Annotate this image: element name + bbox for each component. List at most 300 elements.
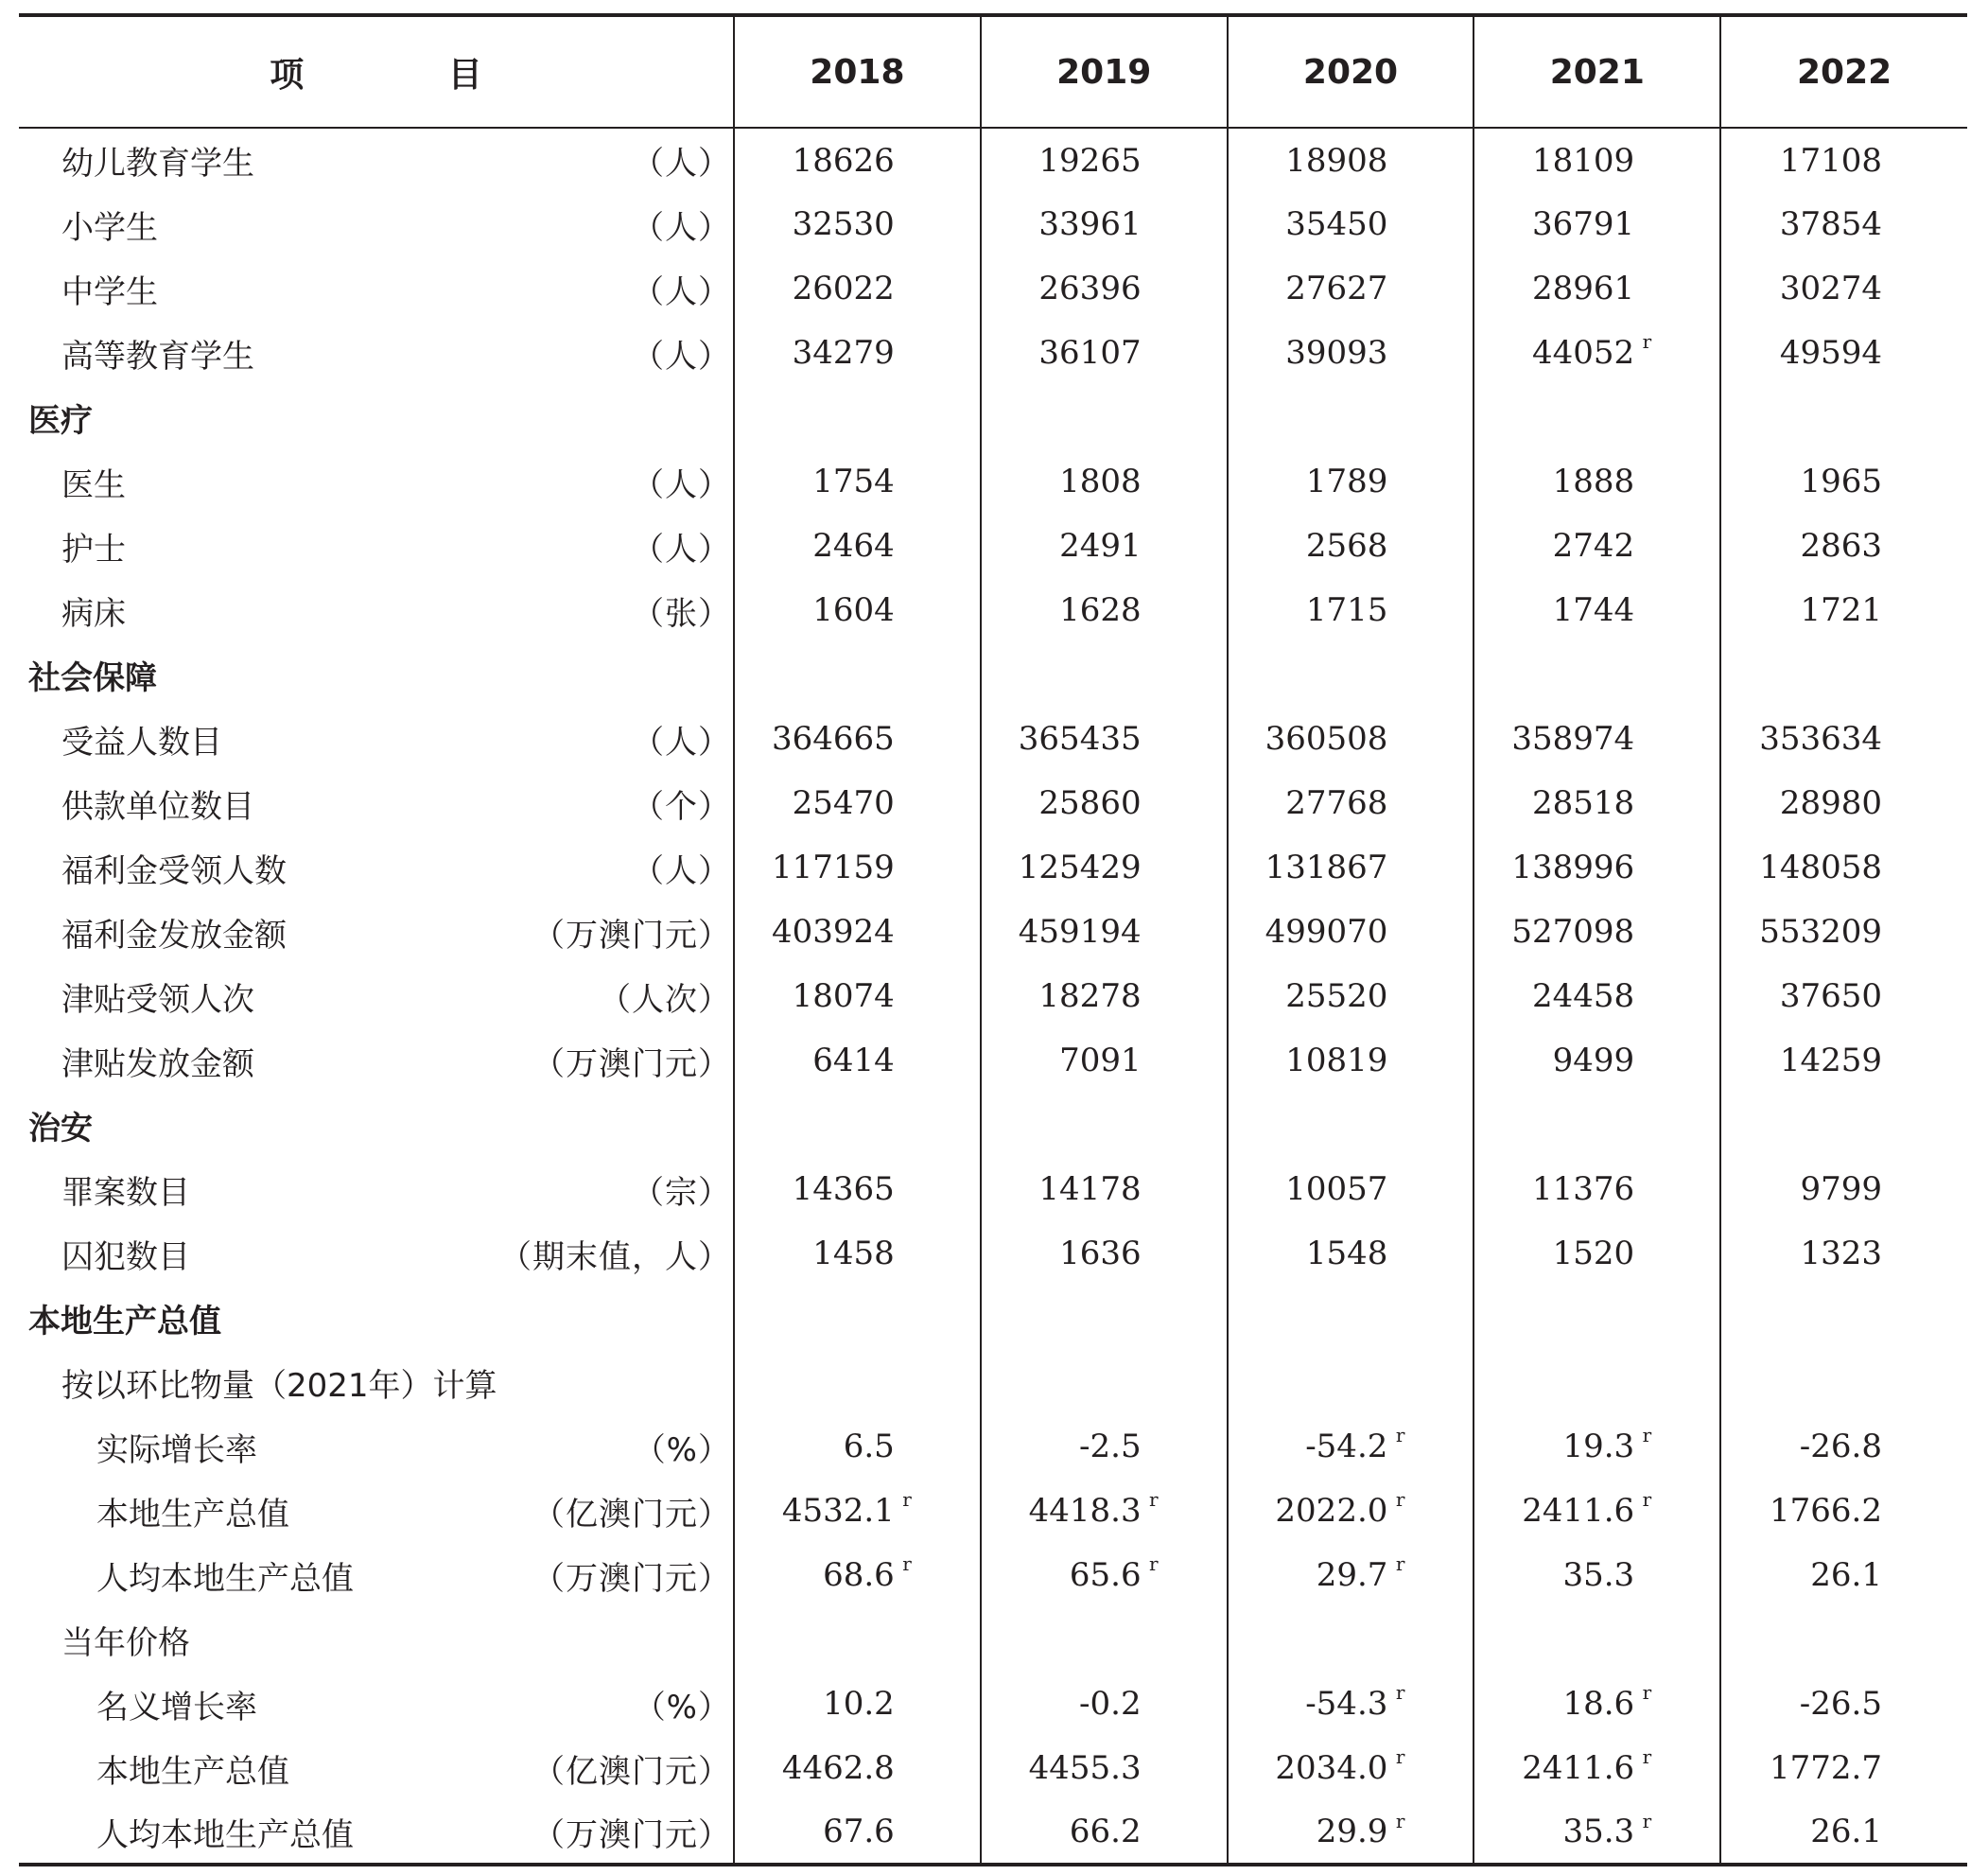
item-cell xyxy=(19,1607,734,1672)
unit-label: （人） xyxy=(632,851,731,890)
value-cell xyxy=(1228,1479,1474,1543)
value-text: 553209 xyxy=(1759,913,1882,951)
value-cell xyxy=(1228,1736,1474,1800)
value-cell xyxy=(981,578,1228,642)
value-cell xyxy=(1720,707,1967,771)
row-label: 津贴受领人次 xyxy=(61,980,254,1019)
row-label: 当年价格 xyxy=(61,1623,190,1662)
value-text: 459194 xyxy=(1018,913,1142,951)
item-wrapper xyxy=(19,716,733,762)
value-cell xyxy=(1474,128,1720,192)
value-text: 26022 xyxy=(792,270,895,307)
value-text: 65.6 xyxy=(1069,1556,1142,1594)
table-row xyxy=(19,1479,1967,1543)
value-cell xyxy=(734,964,981,1028)
unit-label: （人） xyxy=(632,723,731,762)
value-cell xyxy=(734,1093,981,1157)
value-cell xyxy=(1474,1607,1720,1672)
value-text: 26.1 xyxy=(1810,1813,1882,1850)
unit-label: （人） xyxy=(632,145,731,183)
value-text: 10057 xyxy=(1285,1170,1388,1208)
value-cell xyxy=(1720,900,1967,964)
value-text: 36107 xyxy=(1038,334,1142,372)
value-cell xyxy=(1228,771,1474,835)
value-cell xyxy=(734,1672,981,1736)
value-cell xyxy=(734,642,981,707)
revised-mark: r xyxy=(1149,1488,1159,1511)
value-cell xyxy=(1720,321,1967,385)
unit-label: （个） xyxy=(632,787,731,826)
value-text: 1772.7 xyxy=(1770,1749,1882,1787)
value-cell xyxy=(734,1221,981,1286)
value-text: 44052 xyxy=(1532,334,1635,372)
unit-label: （万澳门元） xyxy=(532,1815,731,1854)
value-text: -26.5 xyxy=(1799,1685,1882,1723)
value-text: 1721 xyxy=(1800,591,1882,629)
value-cell xyxy=(1720,514,1967,578)
table-row xyxy=(19,1157,1967,1221)
value-text: 32530 xyxy=(792,205,895,243)
table-row xyxy=(19,835,1967,900)
statistics-table xyxy=(19,13,1967,1866)
item-cell xyxy=(19,1028,734,1093)
value-text: 24458 xyxy=(1532,977,1635,1015)
section-label: 本地生产总值 xyxy=(28,1302,221,1341)
item-wrapper xyxy=(19,909,733,955)
value-cell xyxy=(1720,1607,1967,1672)
table-row xyxy=(19,1800,1967,1865)
value-cell xyxy=(734,707,981,771)
value-cell xyxy=(1228,1414,1474,1479)
value-cell xyxy=(981,385,1228,449)
item-wrapper xyxy=(19,1424,733,1470)
value-text: 125429 xyxy=(1018,849,1142,886)
unit-label: （人次） xyxy=(599,980,731,1019)
table-row xyxy=(19,1221,1967,1286)
table-row xyxy=(19,1607,1967,1672)
year-column-header: 2020 xyxy=(1228,15,1474,128)
value-cell xyxy=(981,964,1228,1028)
table-row xyxy=(19,192,1967,256)
value-cell xyxy=(981,321,1228,385)
value-cell xyxy=(1474,1093,1720,1157)
value-cell xyxy=(981,642,1228,707)
value-text: 30274 xyxy=(1779,270,1882,307)
value-cell xyxy=(1228,1672,1474,1736)
value-cell xyxy=(1474,1736,1720,1800)
value-cell xyxy=(734,321,981,385)
value-cell xyxy=(734,1157,981,1221)
value-cell xyxy=(981,1672,1228,1736)
item-wrapper xyxy=(19,1038,733,1084)
value-cell xyxy=(981,1543,1228,1607)
table-row xyxy=(19,514,1967,578)
value-text: 34279 xyxy=(792,334,895,372)
value-cell xyxy=(734,578,981,642)
value-text: 2411.6 xyxy=(1522,1492,1635,1530)
unit-label: （张） xyxy=(632,594,731,633)
row-label: 津贴发放金额 xyxy=(61,1044,254,1083)
item-wrapper xyxy=(19,394,733,441)
value-cell xyxy=(1720,449,1967,514)
value-cell xyxy=(1228,514,1474,578)
value-text: 19265 xyxy=(1038,141,1142,180)
table-row xyxy=(19,578,1967,642)
value-cell xyxy=(1720,1157,1967,1221)
row-label: 名义增长率 xyxy=(96,1688,257,1726)
value-text: 26396 xyxy=(1038,270,1142,307)
revised-mark: r xyxy=(1642,1488,1652,1511)
value-cell xyxy=(1228,1157,1474,1221)
value-cell xyxy=(1720,642,1967,707)
value-text: 18626 xyxy=(792,141,895,180)
revised-mark: r xyxy=(902,1552,912,1575)
value-cell xyxy=(1720,128,1967,192)
value-text: 7091 xyxy=(1059,1042,1142,1079)
value-cell xyxy=(981,1350,1228,1414)
table-row xyxy=(19,1672,1967,1736)
value-text: 2464 xyxy=(812,527,895,565)
value-text: 28518 xyxy=(1532,784,1635,822)
revised-mark: r xyxy=(1395,1552,1405,1575)
value-cell xyxy=(981,1286,1228,1350)
item-cell xyxy=(19,642,734,707)
value-cell xyxy=(1228,192,1474,256)
value-text: 29.9 xyxy=(1316,1813,1388,1850)
row-label: 本地生产总值 xyxy=(96,1495,289,1533)
value-text: 403924 xyxy=(772,913,895,951)
item-cell xyxy=(19,128,734,192)
value-cell xyxy=(1720,1736,1967,1800)
value-text: 353634 xyxy=(1759,720,1882,758)
value-cell xyxy=(1474,449,1720,514)
unit-label: （人） xyxy=(632,337,731,376)
table-body xyxy=(19,128,1967,1865)
value-cell xyxy=(1474,192,1720,256)
value-cell xyxy=(981,707,1228,771)
value-cell xyxy=(734,1543,981,1607)
revised-mark: r xyxy=(1395,1424,1405,1446)
value-text: 4455.3 xyxy=(1028,1749,1142,1787)
row-label: 中学生 xyxy=(61,272,158,311)
value-text: -0.2 xyxy=(1079,1685,1142,1723)
item-cell xyxy=(19,1479,734,1543)
unit-label: （人） xyxy=(632,208,731,247)
value-cell xyxy=(981,900,1228,964)
value-cell xyxy=(734,1350,981,1414)
item-cell xyxy=(19,1800,734,1865)
value-cell xyxy=(1228,1028,1474,1093)
item-cell xyxy=(19,964,734,1028)
value-cell xyxy=(981,1479,1228,1543)
item-cell xyxy=(19,1350,734,1414)
value-cell xyxy=(1474,707,1720,771)
section-label: 社会保障 xyxy=(28,658,157,697)
value-cell xyxy=(981,1736,1228,1800)
value-cell xyxy=(1228,1350,1474,1414)
value-text: 2742 xyxy=(1552,527,1635,565)
value-cell xyxy=(981,514,1228,578)
value-cell xyxy=(1474,321,1720,385)
value-text: 37854 xyxy=(1779,205,1882,243)
item-cell xyxy=(19,1157,734,1221)
value-text: -54.2 xyxy=(1305,1428,1388,1465)
item-wrapper xyxy=(19,973,733,1020)
value-text: 1520 xyxy=(1552,1235,1635,1272)
value-cell xyxy=(1720,385,1967,449)
unit-label: （期末值，人） xyxy=(499,1237,731,1276)
value-text: 131867 xyxy=(1264,849,1388,886)
value-cell xyxy=(734,1479,981,1543)
item-cell xyxy=(19,1286,734,1350)
value-cell xyxy=(1228,385,1474,449)
row-label: 小学生 xyxy=(61,208,158,247)
table-row xyxy=(19,900,1967,964)
unit-label: （宗） xyxy=(632,1173,731,1212)
item-wrapper xyxy=(19,523,733,570)
revised-mark: r xyxy=(1395,1810,1405,1832)
value-cell xyxy=(1228,128,1474,192)
value-text: 4532.1 xyxy=(781,1492,895,1530)
value-cell xyxy=(981,1093,1228,1157)
value-cell xyxy=(734,514,981,578)
item-cell xyxy=(19,578,734,642)
value-text: 10.2 xyxy=(823,1685,895,1723)
unit-label: （人） xyxy=(632,465,731,504)
value-cell xyxy=(1474,578,1720,642)
value-text: 1744 xyxy=(1552,591,1635,629)
value-cell xyxy=(1228,578,1474,642)
item-wrapper xyxy=(19,1681,733,1727)
value-text: -54.3 xyxy=(1305,1685,1388,1723)
value-cell xyxy=(981,1157,1228,1221)
value-text: 1636 xyxy=(1059,1235,1142,1272)
item-cell xyxy=(19,1543,734,1607)
value-text: 28961 xyxy=(1532,270,1635,307)
row-label: 受益人数目 xyxy=(61,723,222,762)
row-label: 医生 xyxy=(61,465,126,504)
value-text: 1754 xyxy=(812,463,895,500)
value-cell xyxy=(1474,1221,1720,1286)
item-cell xyxy=(19,192,734,256)
value-cell xyxy=(734,192,981,256)
row-label: 人均本地生产总值 xyxy=(96,1559,354,1598)
value-text: 10819 xyxy=(1285,1042,1388,1079)
revised-mark: r xyxy=(1642,1424,1652,1446)
value-text: 66.2 xyxy=(1069,1813,1142,1850)
value-cell xyxy=(1720,1672,1967,1736)
item-wrapper xyxy=(19,1166,733,1213)
value-cell xyxy=(1720,1800,1967,1865)
value-text: 33961 xyxy=(1038,205,1142,243)
value-text: 35450 xyxy=(1285,205,1388,243)
value-cell xyxy=(1228,321,1474,385)
row-label: 供款单位数目 xyxy=(61,787,254,826)
table-row xyxy=(19,321,1967,385)
value-text: 39093 xyxy=(1285,334,1388,372)
value-text: 2411.6 xyxy=(1522,1749,1635,1787)
item-cell xyxy=(19,449,734,514)
value-cell xyxy=(1474,1286,1720,1350)
year-column-header: 2019 xyxy=(981,15,1228,128)
item-wrapper xyxy=(19,587,733,634)
value-text: 527098 xyxy=(1511,913,1635,951)
section-header-row xyxy=(19,1286,1967,1350)
value-text: 14178 xyxy=(1038,1170,1142,1208)
value-cell xyxy=(981,1028,1228,1093)
revised-mark: r xyxy=(1642,1745,1652,1768)
item-cell xyxy=(19,1414,734,1479)
value-cell xyxy=(1228,964,1474,1028)
section-header-row xyxy=(19,1093,1967,1157)
value-cell xyxy=(734,1607,981,1672)
item-wrapper xyxy=(19,1809,733,1855)
value-text: 26.1 xyxy=(1810,1556,1882,1594)
item-wrapper xyxy=(19,1617,733,1663)
unit-label: （亿澳门元） xyxy=(532,1752,731,1791)
revised-mark: r xyxy=(1642,1681,1652,1704)
table-row xyxy=(19,1028,1967,1093)
value-text: 360508 xyxy=(1264,720,1388,758)
item-cell xyxy=(19,835,734,900)
value-text: 49594 xyxy=(1779,334,1882,372)
table-row xyxy=(19,771,1967,835)
value-cell xyxy=(981,771,1228,835)
item-cell xyxy=(19,514,734,578)
unit-label: （%） xyxy=(633,1430,731,1469)
value-cell xyxy=(1228,642,1474,707)
item-wrapper xyxy=(19,137,733,184)
value-text: 18109 xyxy=(1532,141,1635,180)
value-text: 1323 xyxy=(1800,1235,1882,1272)
value-text: 17108 xyxy=(1779,141,1882,180)
value-cell xyxy=(1474,385,1720,449)
value-cell xyxy=(1228,1221,1474,1286)
table-row xyxy=(19,256,1967,321)
value-cell xyxy=(1720,1093,1967,1157)
value-cell xyxy=(981,1221,1228,1286)
value-cell xyxy=(1228,1800,1474,1865)
value-cell xyxy=(981,1607,1228,1672)
row-label: 福利金发放金额 xyxy=(61,916,287,955)
value-text: 1628 xyxy=(1059,591,1142,629)
value-text: 1715 xyxy=(1305,591,1388,629)
item-wrapper xyxy=(19,266,733,312)
revised-mark: r xyxy=(1395,1681,1405,1704)
value-cell xyxy=(1474,1350,1720,1414)
value-cell xyxy=(981,835,1228,900)
row-label: 护士 xyxy=(61,530,126,569)
unit-label: （人） xyxy=(632,272,731,311)
value-text: 2022.0 xyxy=(1275,1492,1388,1530)
value-cell xyxy=(1474,1800,1720,1865)
value-cell xyxy=(1228,256,1474,321)
value-cell xyxy=(1720,578,1967,642)
value-text: 25860 xyxy=(1038,784,1142,822)
value-text: 9799 xyxy=(1800,1170,1882,1208)
table-row xyxy=(19,1414,1967,1479)
year-column-header: 2021 xyxy=(1474,15,1720,128)
row-label: 病床 xyxy=(61,594,126,633)
table-row xyxy=(19,1736,1967,1800)
item-cell xyxy=(19,321,734,385)
value-text: 138996 xyxy=(1511,849,1635,886)
item-cell xyxy=(19,707,734,771)
value-cell xyxy=(1228,1093,1474,1157)
item-cell xyxy=(19,1093,734,1157)
row-label: 人均本地生产总值 xyxy=(96,1815,354,1854)
table-row xyxy=(19,707,1967,771)
value-cell xyxy=(734,128,981,192)
value-text: 1604 xyxy=(812,591,895,629)
value-cell xyxy=(1228,1543,1474,1607)
item-wrapper xyxy=(19,845,733,891)
value-cell xyxy=(1228,449,1474,514)
revised-mark: r xyxy=(1395,1488,1405,1511)
value-cell xyxy=(1474,1157,1720,1221)
value-text: 67.6 xyxy=(823,1813,895,1850)
value-text: 14365 xyxy=(792,1170,895,1208)
item-cell xyxy=(19,1672,734,1736)
value-cell xyxy=(1228,707,1474,771)
item-wrapper xyxy=(19,459,733,505)
value-cell xyxy=(1474,514,1720,578)
value-text: 37650 xyxy=(1779,977,1882,1015)
value-text: 68.6 xyxy=(823,1556,895,1594)
item-column-header: 项 目 xyxy=(19,15,734,128)
value-text: 18278 xyxy=(1038,977,1142,1015)
value-text: 18908 xyxy=(1285,141,1388,180)
row-label: 福利金受领人数 xyxy=(61,851,287,890)
unit-label: （万澳门元） xyxy=(532,916,731,955)
value-cell xyxy=(1474,900,1720,964)
row-label: 囚犯数目 xyxy=(61,1237,190,1276)
value-cell xyxy=(1720,192,1967,256)
value-cell xyxy=(1720,964,1967,1028)
item-wrapper xyxy=(19,202,733,248)
value-cell xyxy=(734,771,981,835)
value-cell xyxy=(981,192,1228,256)
value-cell xyxy=(1720,1221,1967,1286)
value-cell xyxy=(1720,771,1967,835)
section-header-row xyxy=(19,642,1967,707)
value-text: 1965 xyxy=(1800,463,1882,500)
value-cell xyxy=(734,449,981,514)
value-text: 2863 xyxy=(1800,527,1882,565)
item-wrapper xyxy=(19,780,733,827)
value-cell xyxy=(981,256,1228,321)
unit-label: （人） xyxy=(632,530,731,569)
item-wrapper xyxy=(19,1552,733,1599)
value-text: 2491 xyxy=(1059,527,1142,565)
value-cell xyxy=(1474,1672,1720,1736)
value-text: 499070 xyxy=(1264,913,1388,951)
value-cell xyxy=(1474,1479,1720,1543)
value-cell xyxy=(734,1800,981,1865)
value-text: 29.7 xyxy=(1316,1556,1388,1594)
value-cell xyxy=(1720,1028,1967,1093)
value-text: 2034.0 xyxy=(1275,1749,1388,1787)
value-cell xyxy=(1720,1286,1967,1350)
value-cell xyxy=(734,835,981,900)
value-text: 1888 xyxy=(1552,463,1635,500)
row-label: 实际增长率 xyxy=(96,1430,257,1469)
value-cell xyxy=(1474,256,1720,321)
value-text: 365435 xyxy=(1018,720,1142,758)
unit-label: （%） xyxy=(633,1688,731,1726)
row-label: 罪案数目 xyxy=(61,1173,190,1212)
value-text: 4418.3 xyxy=(1028,1492,1142,1530)
